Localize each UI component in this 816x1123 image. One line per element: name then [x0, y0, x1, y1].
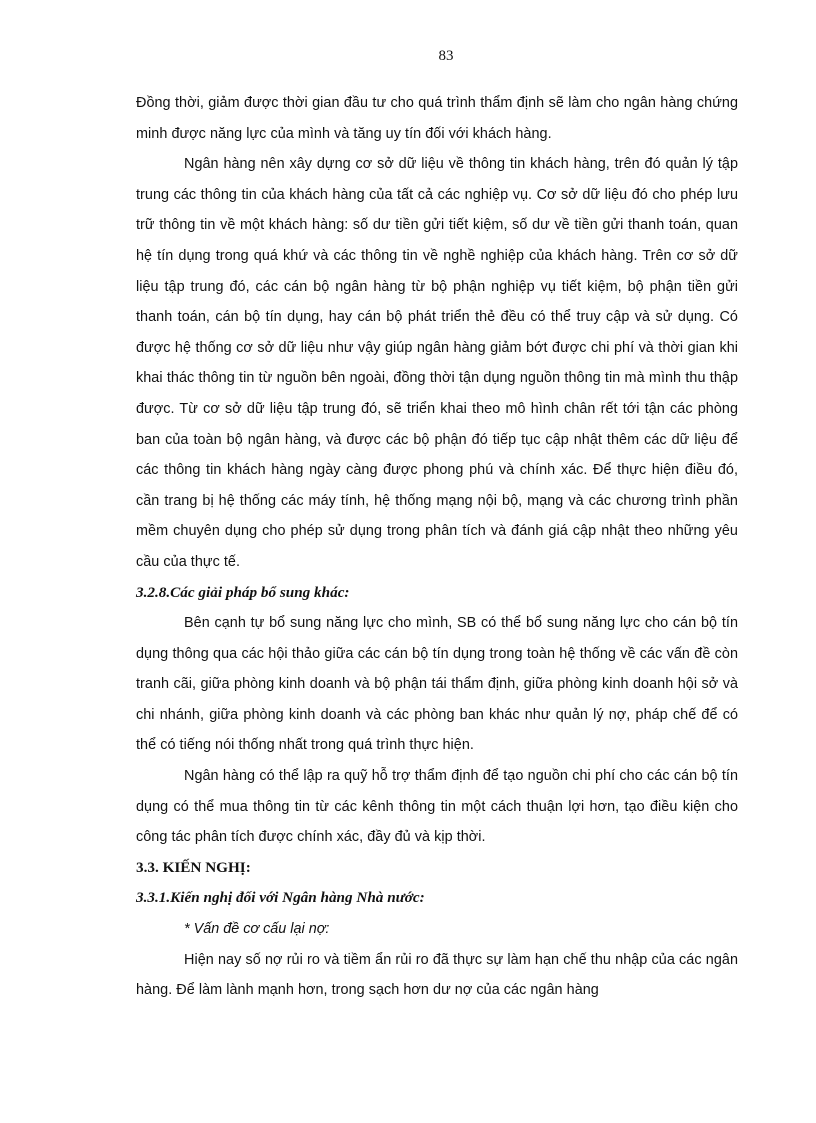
paragraph-supplement: Bên cạnh tự bổ sung năng lực cho mình, SB có thể bổ sung năng lực cho cán bộ tín dụng thông qua các hội thảo giữa các cán bộ tín dụng trong toàn hệ thống về các vấn đề còn tranh cãi, giữa phòng kinh doanh và bộ phận tái thẩm định, giữa phòng kinh doanh hội sở và chi nhánh, giữa phòng kinh doanh và các phòng ban khác như quản lý nợ, pháp chế để có thể có tiếng nói thống nhất trong quá trình thực hiện.: [136, 615, 738, 754]
section-heading-3-3: 3.3. KIẾN NGHỊ:: [136, 858, 251, 876]
subheading-debt-restructuring: * Vấn đề cơ cấu lại nợ:: [184, 921, 330, 938]
paragraph-bad-debt: Hiện nay số nợ rủi ro và tiềm ẩn rủi ro đã thực sự làm hạn chế thu nhập của các ngân hàng. Để làm lành mạnh hơn, trong sạch hơn dư nợ của các ngân hàng: [136, 951, 738, 999]
paragraph-intro: Đồng thời, giảm được thời gian đầu tư cho quá trình thẩm định sẽ làm cho ngân hàng chứng minh được năng lực của mình và tăng uy tín đối với khách hàng.: [136, 95, 738, 142]
paragraph-database: Ngân hàng nên xây dựng cơ sở dữ liệu về thông tin khách hàng, trên đó quản lý tập trung các thông tin của khách hàng của tất cả các nghiệp vụ. Cơ sở dữ liệu đó cho phép lưu trữ thông tin về một khách hàng: số dư tiền gửi tiết kiệm, số dư về tiền gửi thanh toán, quan hệ tín dụng trong quá khứ và các thông tin về nghề nghiệp của khách hàng. Trên cơ sở dữ liệu tập trung đó, các cán bộ ngân hàng từ bộ phận nghiệp vụ tiết kiệm, bộ phận tiền gửi thanh toán, cán bộ tín dụng, hay cán bộ phát triển thẻ đều có thể truy cập và sử dụng. Có được hệ thống cơ sở dữ liệu như vậy giúp ngân hàng giảm bớt được chi phí và thời gian khi khai thác thông tin từ nguồn bên ngoài, đồng thời tận dụng nguồn thông tin mà mình thu thập được. Từ cơ sở dữ liệu tập trung đó, sẽ triển khai theo mô hình chân rết tới tận các phòng ban của toàn bộ ngân hàng, và được các bộ phận đó tiếp tục cập nhật thêm các dữ liệu để các thông tin khách hàng ngày càng được phong phú và chính xác. Để thực hiện điều đó, cần trang bị hệ thống các máy tính, hệ thống mạng nội bộ, mạng và các chương trình phần mềm chuyên dụng cho phép sử dụng trong phân tích và đánh giá cập nhật theo những yêu cầu của thực tế.: [136, 156, 738, 570]
document-body: [136, 88, 738, 1006]
page-number: 83: [438, 48, 454, 64]
section-heading-3-2-8: 3.2.8.Các giải pháp bổ sung khác:: [136, 583, 350, 601]
section-heading-3-3-1: 3.3.1.Kiến nghị đối với Ngân hàng Nhà nước:: [136, 889, 425, 907]
paragraph-fund: Ngân hàng có thể lập ra quỹ hỗ trợ thẩm định để tạo nguồn chi phí cho các cán bộ tín dụng có thể mua thông tin từ các kênh thông tin một cách thuận lợi hơn, tạo điều kiện cho công tác phân tích được chính xác, đầy đủ và kịp thời.: [136, 768, 738, 846]
